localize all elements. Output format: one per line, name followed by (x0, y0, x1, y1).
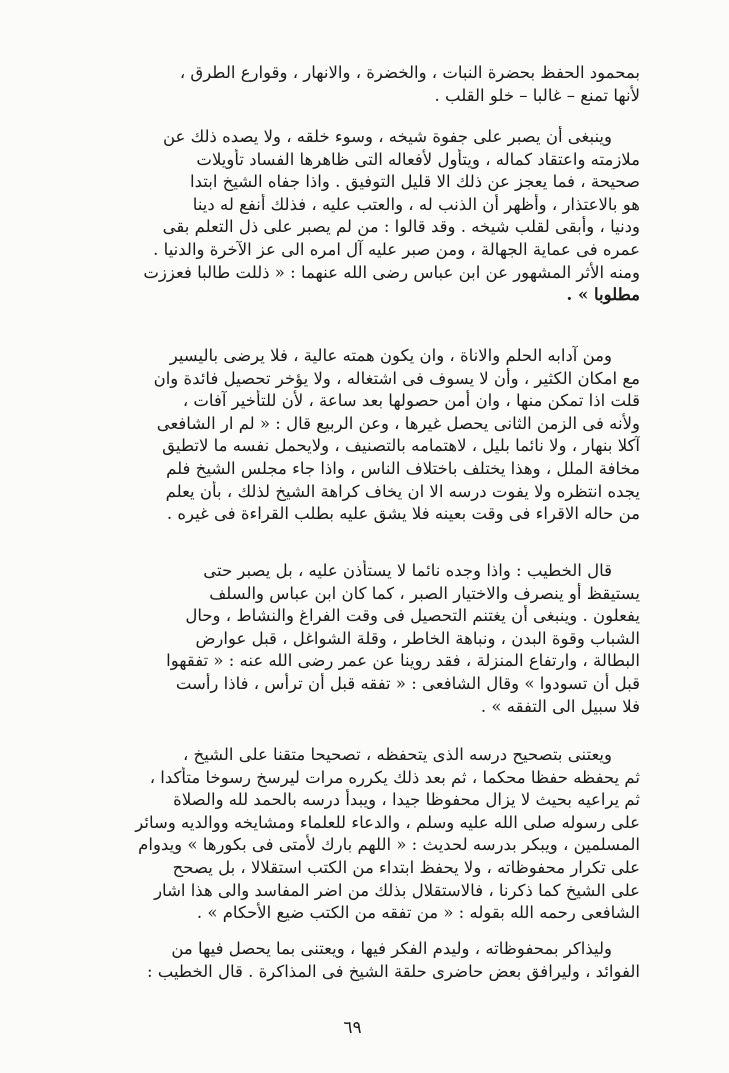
text-line: قال الخطيب : واذا وجده نائما لا يستأذن عليه ، بل يصبر حتى (203, 561, 612, 580)
text-line: الشافعى رحمه الله بقوله : « من تفقه من الكتب ضيع الأحكام » . (196, 903, 640, 923)
text-line: ثم يراعيه بحيث لا يزال محفوظا جيدا ، ويبدأ درسه بالحمد لله والصلاة (173, 790, 640, 810)
text-line: ودنيا ، وأبقى لقلب شيخه . وقد قالوا : من لم يصبر على ذل التعلم بقى (162, 217, 640, 237)
text-line: من حاله الاقراء فى وقت بعينه فلا يشق عليه بطلب القراءة فى غيره . (166, 504, 640, 524)
paragraph (100, 938, 640, 983)
text-line: على تكرار محفوظاته ، ولا يحفظ ابتداء من الكتب استقلالا ، بل يصحح (172, 857, 640, 877)
paragraph (100, 744, 640, 925)
paragraph (100, 62, 640, 107)
text-line: قبل أن تسودوا » وقال الشافعى : « تفقه قبل أن ترأس ، فاذا رأست (175, 673, 640, 693)
text-line: يستيقظ أو ينصرف والاختيار الصبر ، كما كان ابن عباس والسلف (209, 583, 640, 603)
text-line: لأنها تمنع – غالبا – خلو القلب . (434, 85, 640, 105)
text-line: يفعلون . وينبغى أن يغتنم التحصيل فى وقت الفراغ والنشاط ، وحال (185, 606, 640, 626)
text-line: هو بالاعتذار ، وأظهر أن الذنب له ، والعتب عليه ، فذلك أنفع له دينا (192, 194, 640, 214)
paragraph (100, 345, 640, 526)
text-line: ثم يحفظه حفظا محكما ، ثم بعد ذلك يكرره مرات ليرسخ رسوخا متأكدا ، (149, 767, 640, 787)
text-line: صحيحة ، فما يعجز عن ذلك الا قليل التوفيق . واذا جفاه الشيخ ابتدا (190, 172, 640, 192)
text-line: ومنه الأثر المشهور عن ابن عباس رضى الله عنهما : « ذللت طالبا فعززت (143, 262, 640, 282)
text-line: بمحمود الحفظ بحضرة النبات ، والخضرة ، والانهار ، وقوارع الطرق ، (179, 63, 640, 82)
text-line: ويعتنى بتصحيح درسه الذى يتحفظه ، تصحيحا متقنا على الشيخ ، (182, 745, 612, 764)
paragraph (100, 126, 640, 307)
text-line: مع امكان الكثير ، وأن لا يسوف فى اشتغاله ، ولا يؤخر تحصيل فائدة وان (153, 368, 640, 388)
text-line: وليذاكر بمحفوظاته ، وليدم الفكر فيها ، ويعتنى بما يحصل فيها من (171, 939, 612, 958)
paragraph (100, 560, 640, 718)
text-line: الفوائد ، وليرافق بعض حاضرى حلقة الشيخ فى المذاكرة . قال الخطيب : (146, 961, 640, 981)
page-number (0, 1018, 729, 1038)
text-line: قلت اذا تمكن منها ، وان أمن حصولها بعد ساعة ، لأن للتأخير آفات ، (182, 391, 640, 411)
text-line: المسلمين ، ويبكر بدرسه لحديث : « اللهم بارك لأمتى فى بكورها » ويدوام (138, 835, 640, 855)
text-line: ملازمته واعتقاد كماله ، ويتأول لأفعاله التى ظاهرها الفساد تأويلات (196, 149, 640, 169)
text-line: آكلا بنهار ، ولا نائما بليل ، لاهتمامه بالتصنيف ، ولايحمل نفسه ما لاتطيق (162, 436, 640, 456)
page-number-text: ٦٩ (343, 1018, 362, 1038)
text-line: يجده انتظره ولا يفوت درسه الا ان يخاف كراهة الشيخ لذلك ، بأن يعلم (165, 481, 640, 501)
text-line: على رسوله صلى الله عليه وسلم ، والدعاء للعلماء ومشايخه ووالديه وسائر (135, 812, 640, 832)
text-line: مخافة الملل ، وهذا يختلف باختلاف الناس ، واذا جاء مجلس الشيخ فلم (166, 458, 640, 478)
text-line: عمره فى عماية الجهالة ، ومن صبر عليه آل امره الى عز الآخرة والدنيا . (153, 239, 640, 259)
text-line: البطالة ، وارتفاع المنزلة ، فقد روينا عن عمر رضى الله عنه : « تفقهوا (166, 651, 640, 671)
text-line: فلا سبيل الى التفقه » . (480, 696, 640, 716)
text-line: مطلوبا » . (566, 285, 640, 305)
text-line: ولأنه فى الزمن الثانى يحصل غيرها ، وعن الربيع قال : « لم ار الشافعى (156, 413, 640, 433)
text-line: على الشيخ كما ذكرنا ، فالاستقلال بذلك من اضر المفاسد والى هذا اشار (154, 880, 640, 900)
text-line: وينبغى أن يصبر على جفوة شيخه ، وسوء خلقه ، ولا يصده ذلك عن (162, 127, 612, 146)
text-line: الشباب وقوة البدن ، ونباهة الخاطر ، وقلة الشواغل ، قبل عوارض (195, 628, 640, 648)
text-line: ومن آدابه الحلم والاناة ، وان يكون همته عالية ، فلا يرضى باليسير (169, 346, 612, 365)
